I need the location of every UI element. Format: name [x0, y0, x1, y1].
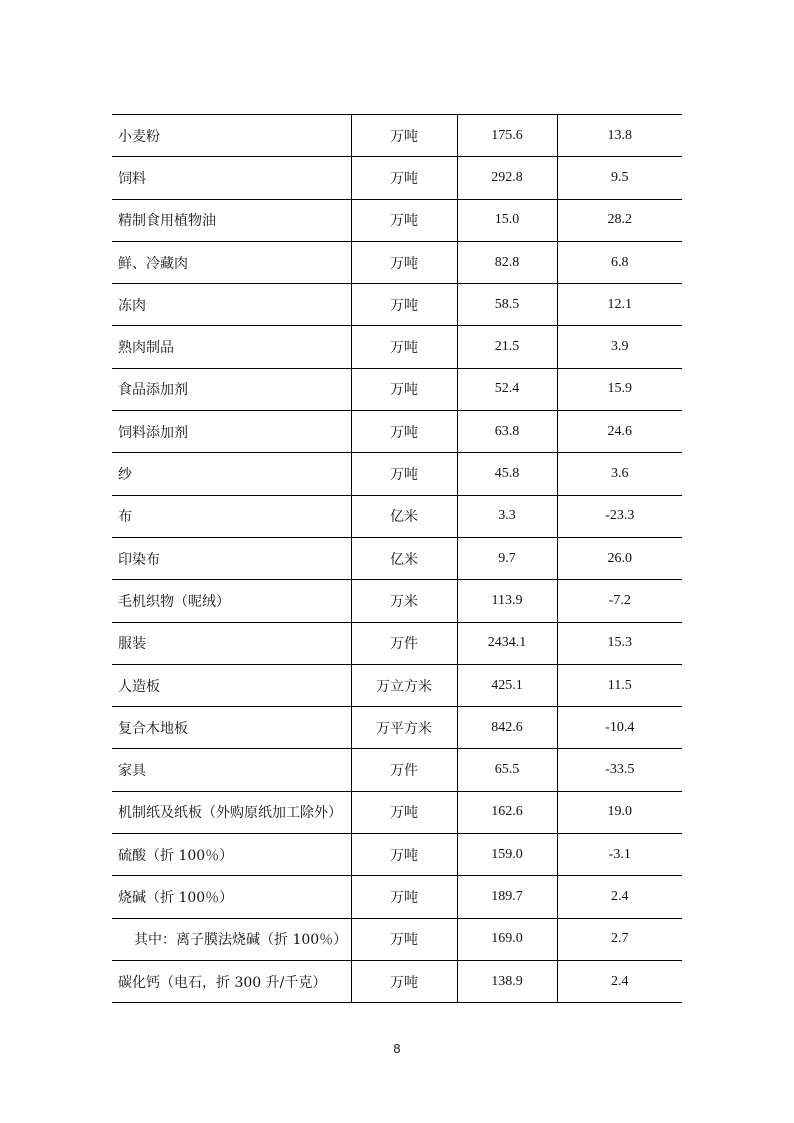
product-name-cell: 人造板	[112, 664, 351, 706]
unit-cell: 万吨	[351, 326, 457, 368]
unit-cell: 万件	[351, 749, 457, 791]
production-table	[112, 114, 682, 1003]
output-value-cell: 63.8	[457, 411, 557, 453]
unit-cell: 万吨	[351, 241, 457, 283]
output-value-cell: 189.7	[457, 876, 557, 918]
product-name-cell: 饲料	[112, 157, 351, 199]
output-value-cell: 162.6	[457, 791, 557, 833]
output-value-cell: 21.5	[457, 326, 557, 368]
product-name-cell: 家具	[112, 749, 351, 791]
output-value-cell: 2434.1	[457, 622, 557, 664]
table-row	[112, 537, 682, 579]
output-value-cell: 175.6	[457, 115, 557, 157]
product-name-cell: 纱	[112, 453, 351, 495]
growth-rate-cell: 13.8	[557, 115, 682, 157]
unit-cell: 万平方米	[351, 707, 457, 749]
unit-cell: 万吨	[351, 791, 457, 833]
table-row	[112, 284, 682, 326]
product-name-cell: 其中：离子膜法烧碱（折 100％）	[112, 918, 351, 960]
table-row	[112, 580, 682, 622]
page-number: 8	[393, 1042, 401, 1056]
table-row	[112, 326, 682, 368]
product-name-cell: 毛机织物（呢绒）	[112, 580, 351, 622]
table-row	[112, 791, 682, 833]
output-value-cell: 15.0	[457, 199, 557, 241]
growth-rate-cell: 11.5	[557, 664, 682, 706]
table-row	[112, 918, 682, 960]
growth-rate-cell: -10.4	[557, 707, 682, 749]
growth-rate-cell: 12.1	[557, 284, 682, 326]
product-name-cell: 碳化钙（电石，折 300 升/千克）	[112, 960, 351, 1002]
output-value-cell: 292.8	[457, 157, 557, 199]
table-row	[112, 115, 682, 157]
unit-cell: 万吨	[351, 918, 457, 960]
growth-rate-cell: 24.6	[557, 411, 682, 453]
table-row	[112, 157, 682, 199]
output-value-cell: 3.3	[457, 495, 557, 537]
table-row	[112, 411, 682, 453]
table-row	[112, 241, 682, 283]
growth-rate-cell: 2.7	[557, 918, 682, 960]
product-name-cell: 机制纸及纸板（外购原纸加工除外）	[112, 791, 351, 833]
growth-rate-cell: 26.0	[557, 537, 682, 579]
product-name-cell: 食品添加剂	[112, 368, 351, 410]
table-row	[112, 368, 682, 410]
unit-cell: 万立方米	[351, 664, 457, 706]
output-value-cell: 82.8	[457, 241, 557, 283]
product-name-cell: 冻肉	[112, 284, 351, 326]
unit-cell: 万吨	[351, 284, 457, 326]
product-name-cell: 小麦粉	[112, 115, 351, 157]
table-row	[112, 834, 682, 876]
output-value-cell: 159.0	[457, 834, 557, 876]
unit-cell: 万米	[351, 580, 457, 622]
unit-cell: 亿米	[351, 537, 457, 579]
growth-rate-cell: 2.4	[557, 876, 682, 918]
unit-cell: 万吨	[351, 157, 457, 199]
unit-cell: 万吨	[351, 199, 457, 241]
product-name-cell: 烧碱（折 100％）	[112, 876, 351, 918]
product-name-cell: 饲料添加剂	[112, 411, 351, 453]
growth-rate-cell: -23.3	[557, 495, 682, 537]
growth-rate-cell: 3.6	[557, 453, 682, 495]
product-name-cell: 鲜、冷藏肉	[112, 241, 351, 283]
output-value-cell: 45.8	[457, 453, 557, 495]
table-row	[112, 664, 682, 706]
growth-rate-cell: 15.9	[557, 368, 682, 410]
output-value-cell: 169.0	[457, 918, 557, 960]
growth-rate-cell: 28.2	[557, 199, 682, 241]
output-value-cell: 58.5	[457, 284, 557, 326]
growth-rate-cell: 19.0	[557, 791, 682, 833]
product-name-cell: 硫酸（折 100％）	[112, 834, 351, 876]
growth-rate-cell: 3.9	[557, 326, 682, 368]
product-name-cell: 布	[112, 495, 351, 537]
unit-cell: 亿米	[351, 495, 457, 537]
product-name-cell: 精制食用植物油	[112, 199, 351, 241]
growth-rate-cell: -7.2	[557, 580, 682, 622]
table-row	[112, 495, 682, 537]
growth-rate-cell: 6.8	[557, 241, 682, 283]
unit-cell: 万吨	[351, 834, 457, 876]
product-name-cell: 熟肉制品	[112, 326, 351, 368]
unit-cell: 万吨	[351, 453, 457, 495]
output-value-cell: 52.4	[457, 368, 557, 410]
growth-rate-cell: 15.3	[557, 622, 682, 664]
growth-rate-cell: -3.1	[557, 834, 682, 876]
output-value-cell: 65.5	[457, 749, 557, 791]
growth-rate-cell: 9.5	[557, 157, 682, 199]
product-name-cell: 印染布	[112, 537, 351, 579]
unit-cell: 万吨	[351, 368, 457, 410]
output-value-cell: 842.6	[457, 707, 557, 749]
unit-cell: 万吨	[351, 876, 457, 918]
table-row	[112, 622, 682, 664]
product-name-cell: 服装	[112, 622, 351, 664]
unit-cell: 万件	[351, 622, 457, 664]
table-row	[112, 707, 682, 749]
output-value-cell: 113.9	[457, 580, 557, 622]
unit-cell: 万吨	[351, 411, 457, 453]
table-row	[112, 749, 682, 791]
output-value-cell: 425.1	[457, 664, 557, 706]
production-table-body	[112, 115, 682, 1003]
table-row	[112, 876, 682, 918]
table-row	[112, 199, 682, 241]
output-value-cell: 9.7	[457, 537, 557, 579]
product-name-cell: 复合木地板	[112, 707, 351, 749]
output-value-cell: 138.9	[457, 960, 557, 1002]
unit-cell: 万吨	[351, 960, 457, 1002]
table-row	[112, 960, 682, 1002]
table-row	[112, 453, 682, 495]
unit-cell: 万吨	[351, 115, 457, 157]
growth-rate-cell: 2.4	[557, 960, 682, 1002]
growth-rate-cell: -33.5	[557, 749, 682, 791]
